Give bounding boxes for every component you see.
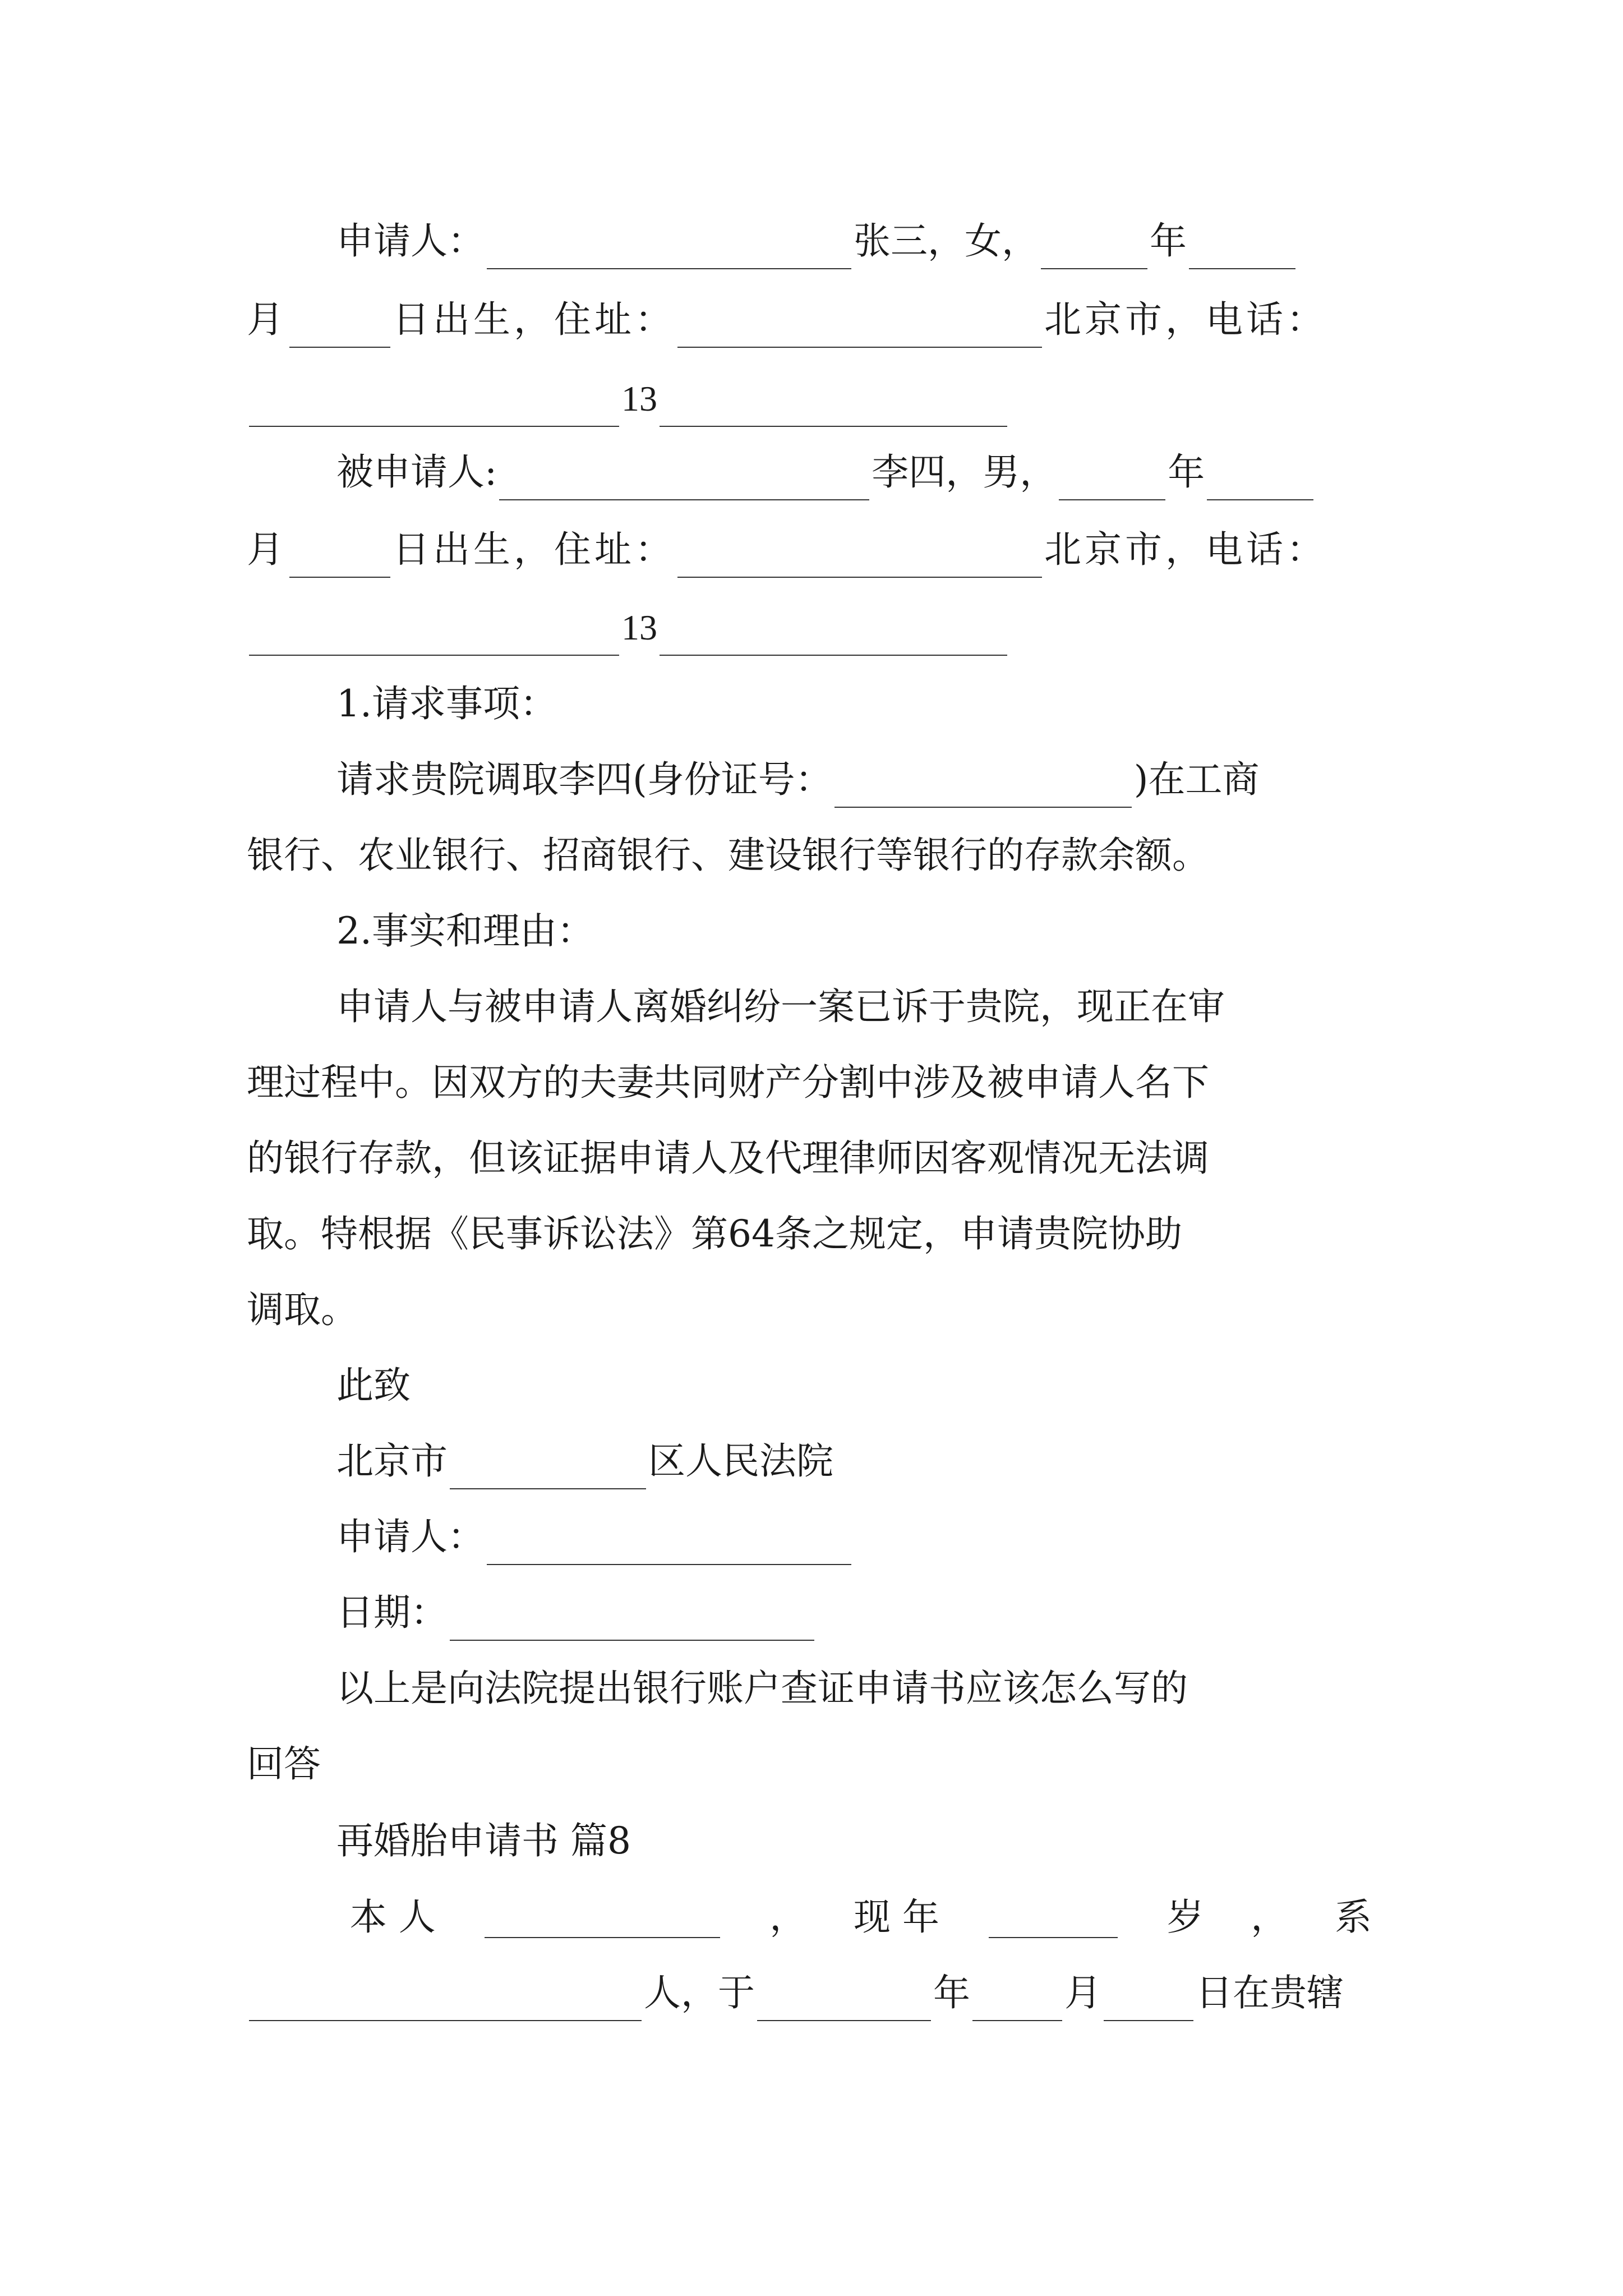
age-blank[interactable]	[989, 1897, 1118, 1938]
comma-2: ，	[1251, 1895, 1288, 1939]
day-label: 日在贵辖	[1196, 1971, 1344, 2014]
marriage-day-blank[interactable]	[1104, 1980, 1193, 2021]
date-blank[interactable]	[450, 1599, 814, 1641]
section8-line-2	[247, 1965, 1344, 2021]
respondent-month-label: 月	[247, 528, 287, 571]
respondent-line-1	[336, 444, 1316, 500]
applicant-birth-day-blank[interactable]	[289, 306, 390, 348]
applicant-phone-blank-right[interactable]	[660, 385, 1007, 427]
signature-blank[interactable]	[487, 1524, 851, 1565]
section-title: 再婚胎申请书 篇8	[336, 1819, 631, 1862]
applicant-line-2	[247, 292, 1327, 348]
applicant-month-label: 月	[247, 298, 287, 341]
respondent-birth-year-blank[interactable]	[1059, 459, 1165, 500]
court-prefix: 北京市	[336, 1439, 448, 1483]
marriage-year-blank[interactable]	[757, 1980, 931, 2021]
court-suffix: 区人民法院	[648, 1439, 833, 1483]
respondent-born-address-label: 日出生，住址：	[393, 528, 675, 571]
now-age-label: 现 年	[853, 1895, 939, 1939]
applicant-birth-year-blank[interactable]	[1041, 228, 1147, 269]
respondent-blank[interactable]	[499, 459, 869, 500]
respondent-phone-blank-left[interactable]	[249, 614, 619, 656]
facts-line-2: 理过程中。因双方的夫妻共同财产分割中涉及被申请人名下	[247, 1061, 1209, 1104]
facts-line-4: 取。特根据《民事诉讼法》第64条之规定，申请贵院协助	[247, 1212, 1182, 1255]
origin-blank[interactable]	[249, 1980, 642, 2021]
signature-line	[336, 1509, 854, 1565]
applicant-phone-blank-left[interactable]	[249, 385, 619, 427]
applicant-blank[interactable]	[487, 228, 851, 269]
request-text-start: 请求贵院调取李四(身份证号：	[336, 758, 832, 801]
age-unit: 岁	[1166, 1895, 1204, 1939]
respondent-name-gender: 李四，男，	[872, 450, 1057, 494]
respondent-line-3	[247, 599, 1009, 655]
self-label: 本 人	[349, 1895, 436, 1939]
facts-line-3: 的银行存款，但该证据申请人及代理律师因客观情况无法调	[247, 1137, 1209, 1180]
applicant-line-1	[336, 213, 1298, 269]
request-line-2: 银行、农业银行、招商银行、建设银行等银行的存款余额。	[247, 834, 1209, 877]
summary-line-1: 以上是向法院提出银行账户查证申请书应该怎么写的	[336, 1667, 1188, 1710]
comma-1: ，	[769, 1895, 807, 1939]
respondent-address-blank[interactable]	[677, 536, 1042, 578]
applicant-label: 申请人：	[336, 219, 485, 263]
respondent-birth-month-blank[interactable]	[1207, 459, 1313, 500]
person-label: 人，于	[644, 1971, 755, 2014]
district-blank[interactable]	[450, 1448, 646, 1489]
date-line	[336, 1585, 817, 1641]
id-number-blank[interactable]	[834, 766, 1132, 808]
year-label: 年	[933, 1971, 970, 2014]
respondent-line-2	[247, 522, 1327, 578]
signature-label: 申请人：	[336, 1515, 485, 1558]
respondent-birth-day-blank[interactable]	[289, 536, 390, 578]
applicant-born-address-label: 日出生，住址：	[393, 298, 675, 341]
respondent-year-label: 年	[1168, 450, 1205, 494]
request-text-end: )在工商	[1133, 758, 1260, 801]
respondent-phone: 13	[621, 608, 657, 647]
applicant-year-label: 年	[1150, 219, 1187, 263]
applicant-city-phone-label: 北京市，电话：	[1044, 298, 1327, 341]
facts-heading: 2.事实和理由：	[336, 909, 594, 953]
section8-line-1	[247, 1889, 1372, 1945]
applicant-address-blank[interactable]	[677, 306, 1042, 348]
court-line	[336, 1433, 833, 1489]
respondent-label: 被申请人:	[336, 450, 497, 494]
request-line-1	[336, 752, 1260, 808]
month-label: 月	[1064, 1971, 1101, 2014]
respondent-phone-blank-right[interactable]	[660, 614, 1007, 656]
salutation: 此致	[336, 1364, 411, 1407]
respondent-city-phone-label: 北京市，电话：	[1044, 528, 1327, 571]
self-name-blank[interactable]	[485, 1897, 720, 1938]
is-label: 系	[1334, 1895, 1372, 1939]
request-heading: 1.请求事项：	[336, 682, 557, 725]
applicant-phone: 13	[621, 379, 657, 418]
applicant-line-3	[247, 370, 1009, 426]
facts-line-1: 申请人与被申请人离婚纠纷一案已诉于贵院，现正在审	[336, 985, 1225, 1028]
applicant-birth-month-blank[interactable]	[1189, 228, 1295, 269]
summary-line-2: 回答	[247, 1742, 321, 1786]
marriage-month-blank[interactable]	[972, 1980, 1062, 2021]
date-label: 日期：	[336, 1591, 448, 1634]
applicant-name-gender: 张三，女，	[854, 219, 1039, 263]
facts-line-5: 调取。	[247, 1288, 358, 1331]
